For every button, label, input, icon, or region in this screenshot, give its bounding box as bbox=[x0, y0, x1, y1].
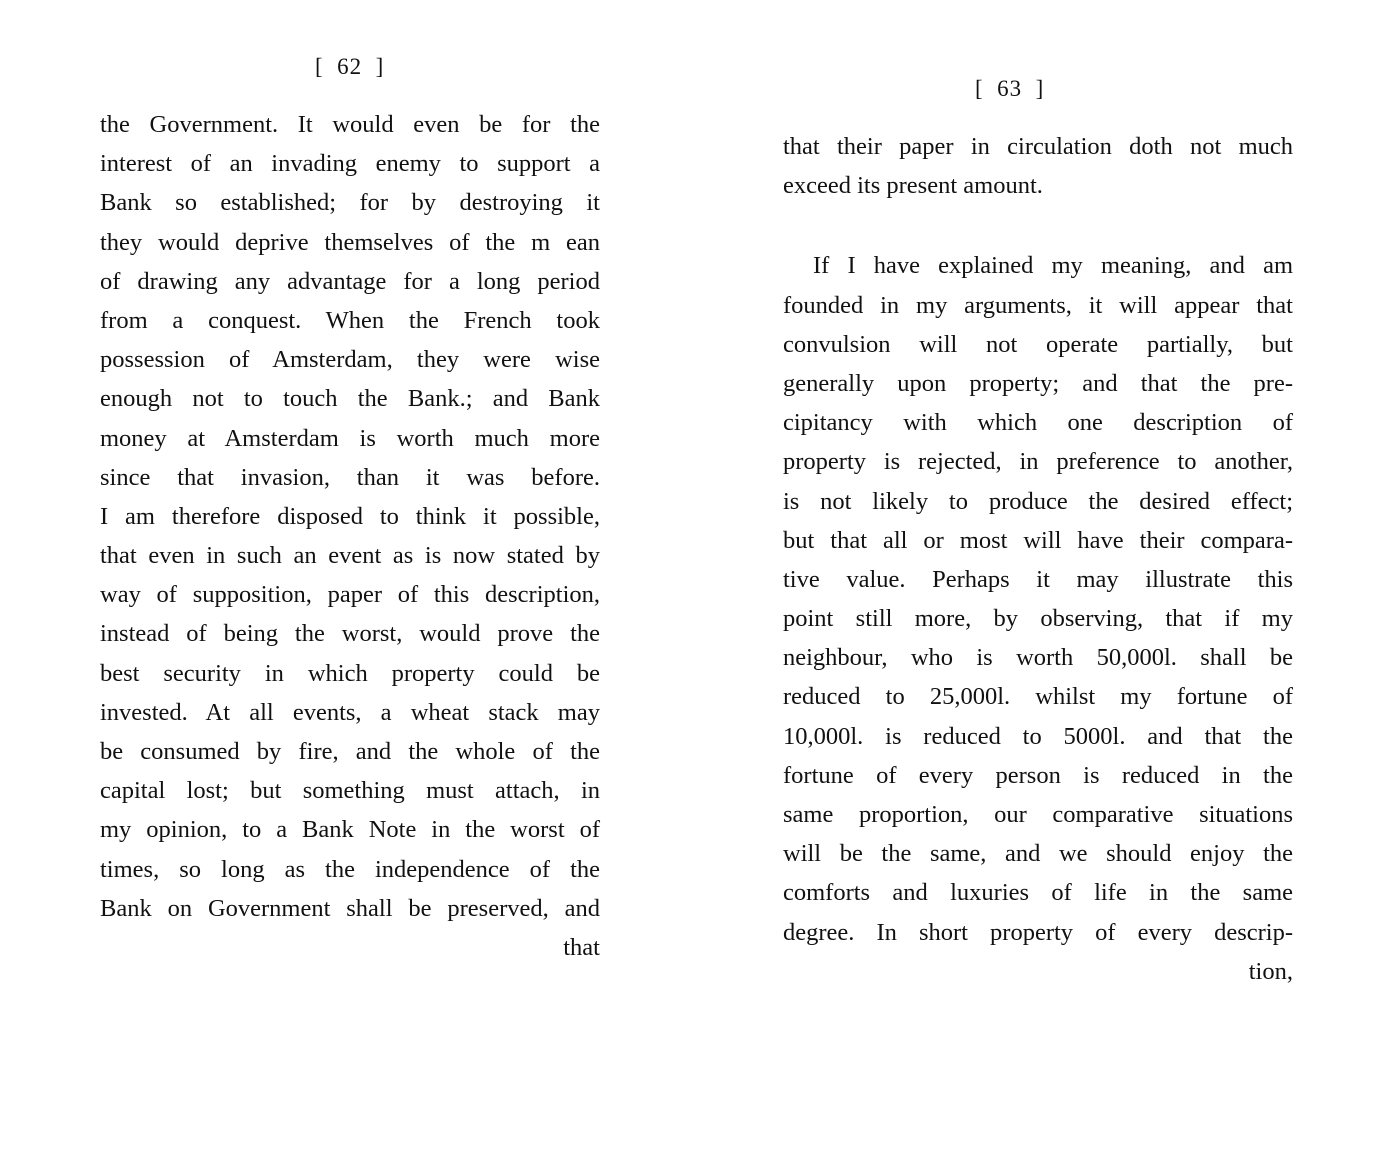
text-line: that even in such an event as is now stated by bbox=[100, 542, 600, 570]
text-line: will be the same, and we should enjoy the bbox=[783, 840, 1293, 868]
text-line: degree. In short property of every descrip- bbox=[783, 918, 1293, 946]
text-line: is not likely to produce the desired effect; bbox=[783, 487, 1293, 515]
text-line: they would deprive themselves of the m ean bbox=[100, 228, 600, 256]
text-line: from a conquest. When the French took bbox=[100, 306, 600, 334]
text-line: times, so long as the independence of the bbox=[100, 855, 600, 883]
text-line: neighbour, who is worth 50,000l. shall be bbox=[783, 644, 1293, 672]
text-line: since that invasion, than it was before. bbox=[100, 463, 600, 491]
page-number-left: [ 62 ] bbox=[315, 54, 385, 79]
catchword: that bbox=[563, 933, 600, 961]
text-line: but that all or most will have their compara- bbox=[783, 526, 1293, 554]
text-line: reduced to 25,000l. whilst my fortune of bbox=[783, 683, 1293, 711]
text-line: 10,000l. is reduced to 5000l. and that the bbox=[783, 722, 1293, 750]
text-line: same proportion, our comparative situations bbox=[783, 801, 1293, 828]
text-line: that their paper in circulation doth not much bbox=[783, 133, 1293, 160]
text-line: founded in my arguments, it will appear that bbox=[783, 291, 1293, 319]
text-line: tive value. Perhaps it may illustrate this bbox=[783, 565, 1293, 593]
text-line: point still more, by observing, that if my bbox=[783, 605, 1293, 633]
text-line: comforts and luxuries of life in the same bbox=[783, 879, 1293, 907]
text-line: the Government. It would even be for the bbox=[100, 111, 600, 138]
text-line: I am therefore disposed to think it possible, bbox=[100, 502, 600, 530]
text-line: be consumed by fire, and the whole of the bbox=[100, 738, 600, 765]
text-line: interest of an invading enemy to support a bbox=[100, 150, 600, 178]
text-line: cipitancy with which one description of bbox=[783, 409, 1293, 437]
text-line: enough not to touch the Bank.; and Bank bbox=[100, 385, 600, 413]
left-page-text bbox=[100, 105, 600, 967]
text-line: my opinion, to a Bank Note in the worst of bbox=[100, 816, 600, 844]
text-line: instead of being the worst, would prove the bbox=[100, 620, 600, 648]
text-line: of drawing any advantage for a long period bbox=[100, 267, 600, 295]
page-number-right: [ 63 ] bbox=[975, 76, 1045, 101]
text-line: best security in which property could be bbox=[100, 659, 600, 687]
text-line: fortune of every person is reduced in the bbox=[783, 761, 1293, 789]
text-line: money at Amsterdam is worth much more bbox=[100, 424, 600, 452]
text-line: Bank so established; for by destroying it bbox=[100, 189, 600, 217]
text-line: property is rejected, in preference to another, bbox=[783, 448, 1293, 476]
catchword: tion, bbox=[1248, 957, 1293, 985]
paragraph-break bbox=[783, 205, 1293, 246]
text-line: generally upon property; and that the pre- bbox=[783, 369, 1293, 397]
text-line: way of supposition, paper of this description, bbox=[100, 581, 600, 609]
text-line: invested. At all events, a wheat stack may bbox=[100, 698, 600, 726]
text-line: capital lost; but something must attach, in bbox=[100, 777, 600, 805]
text-line: If I have explained my meaning, and am bbox=[813, 252, 1293, 280]
text-line: possession of Amsterdam, they were wise bbox=[100, 346, 600, 374]
text-line: convulsion will not operate partially, but bbox=[783, 330, 1293, 358]
text-line: exceed its present amount. bbox=[783, 172, 1043, 200]
right-page-text bbox=[783, 127, 1293, 991]
text-line: Bank on Government shall be preserved, and bbox=[100, 894, 600, 922]
